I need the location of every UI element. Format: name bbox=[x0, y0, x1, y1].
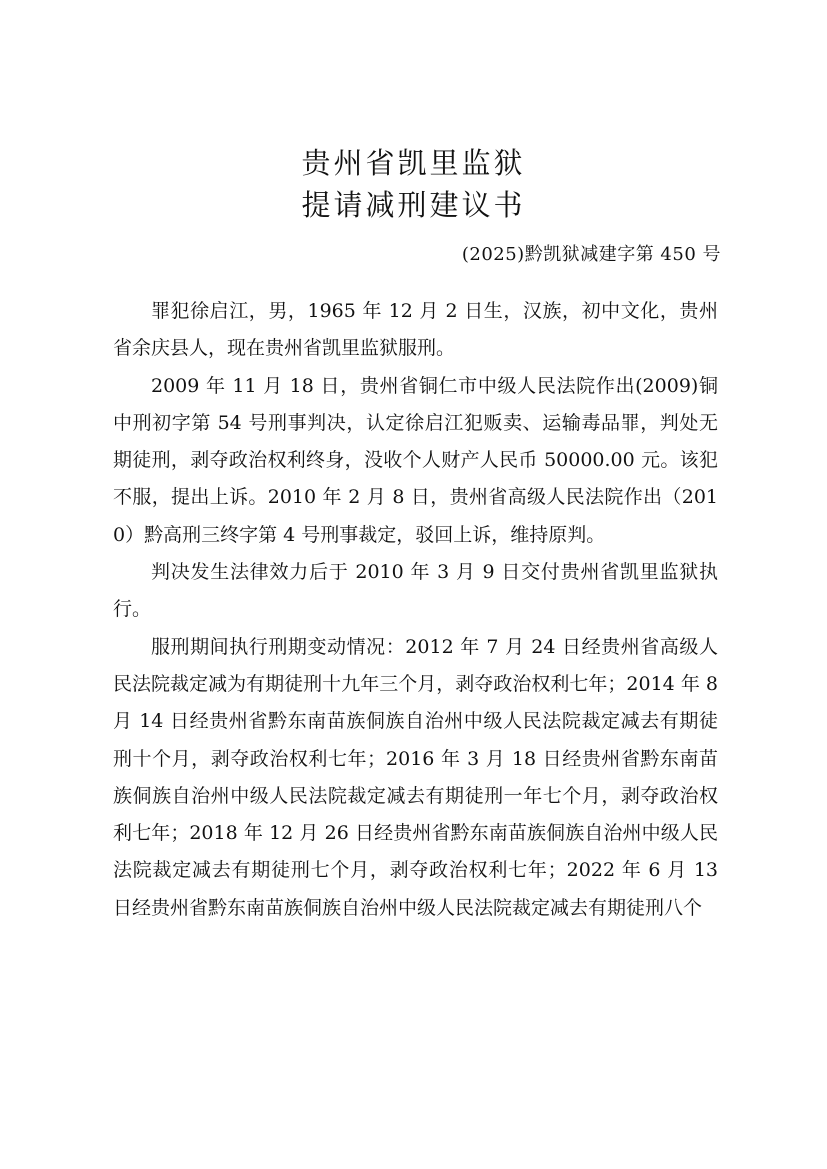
document-title-line2: 提请减刑建议书 bbox=[301, 188, 526, 222]
document-body bbox=[113, 293, 718, 927]
paragraph-prisoner-info: 罪犯徐启江，男，1965 年 12 月 2 日生，汉族，初中文化，贵州省余庆县人，现在贵州省凯里监狱服刑。 bbox=[113, 300, 718, 360]
document-title-line1: 贵州省凯里监狱 bbox=[301, 146, 526, 180]
paragraph-sentence-changes: 服刑期间执行刑期变动情况：2012 年 7 月 24 日经贵州省高级人民法院裁定减为有期徒刑十九年三个月，剥夺政治权利七年；2014 年 8 月 14 日经贵州省黔东南苗族侗族自治州中级人民法院裁定减去有期徒刑十个月，剥夺政治权利七年；2016 年 3 月 18 日经贵州省黔东南苗族侗族自治州中级人民法院裁定减去有期徒刑一年七个月，剥夺政治权利七年；2018 年 12 月 26 日经贵州省黔东南苗族侗族自治州中级人民法院裁定减去有期徒刑七个月，剥夺政治权利七年；2022 年 6 月 13 日经贵州省黔东南苗族侗族自治州中级人民法院裁定减去有期徒刑八个 bbox=[113, 635, 718, 919]
paragraph-judgment: 2009 年 11 月 18 日，贵州省铜仁市中级人民法院作出(2009)铜中刑初字第 54 号刑事判决，认定徐启江犯贩卖、运输毒品罪，判处无期徒刑，剥夺政治权利终身，没收个人财产人民币 50000.00 元。该犯不服，提出上诉。2010 年 2 月 8 日，贵州省高级人民法院作出（2010）黔高刑三终字第 4 号刑事裁定，驳回上诉，维持原判。 bbox=[113, 374, 718, 546]
paragraph-execution: 判决发生法律效力后于 2010 年 3 月 9 日交付贵州省凯里监狱执行。 bbox=[113, 561, 718, 621]
document-number: (2025)黔凯狱减建字第 450 号 bbox=[461, 244, 721, 265]
